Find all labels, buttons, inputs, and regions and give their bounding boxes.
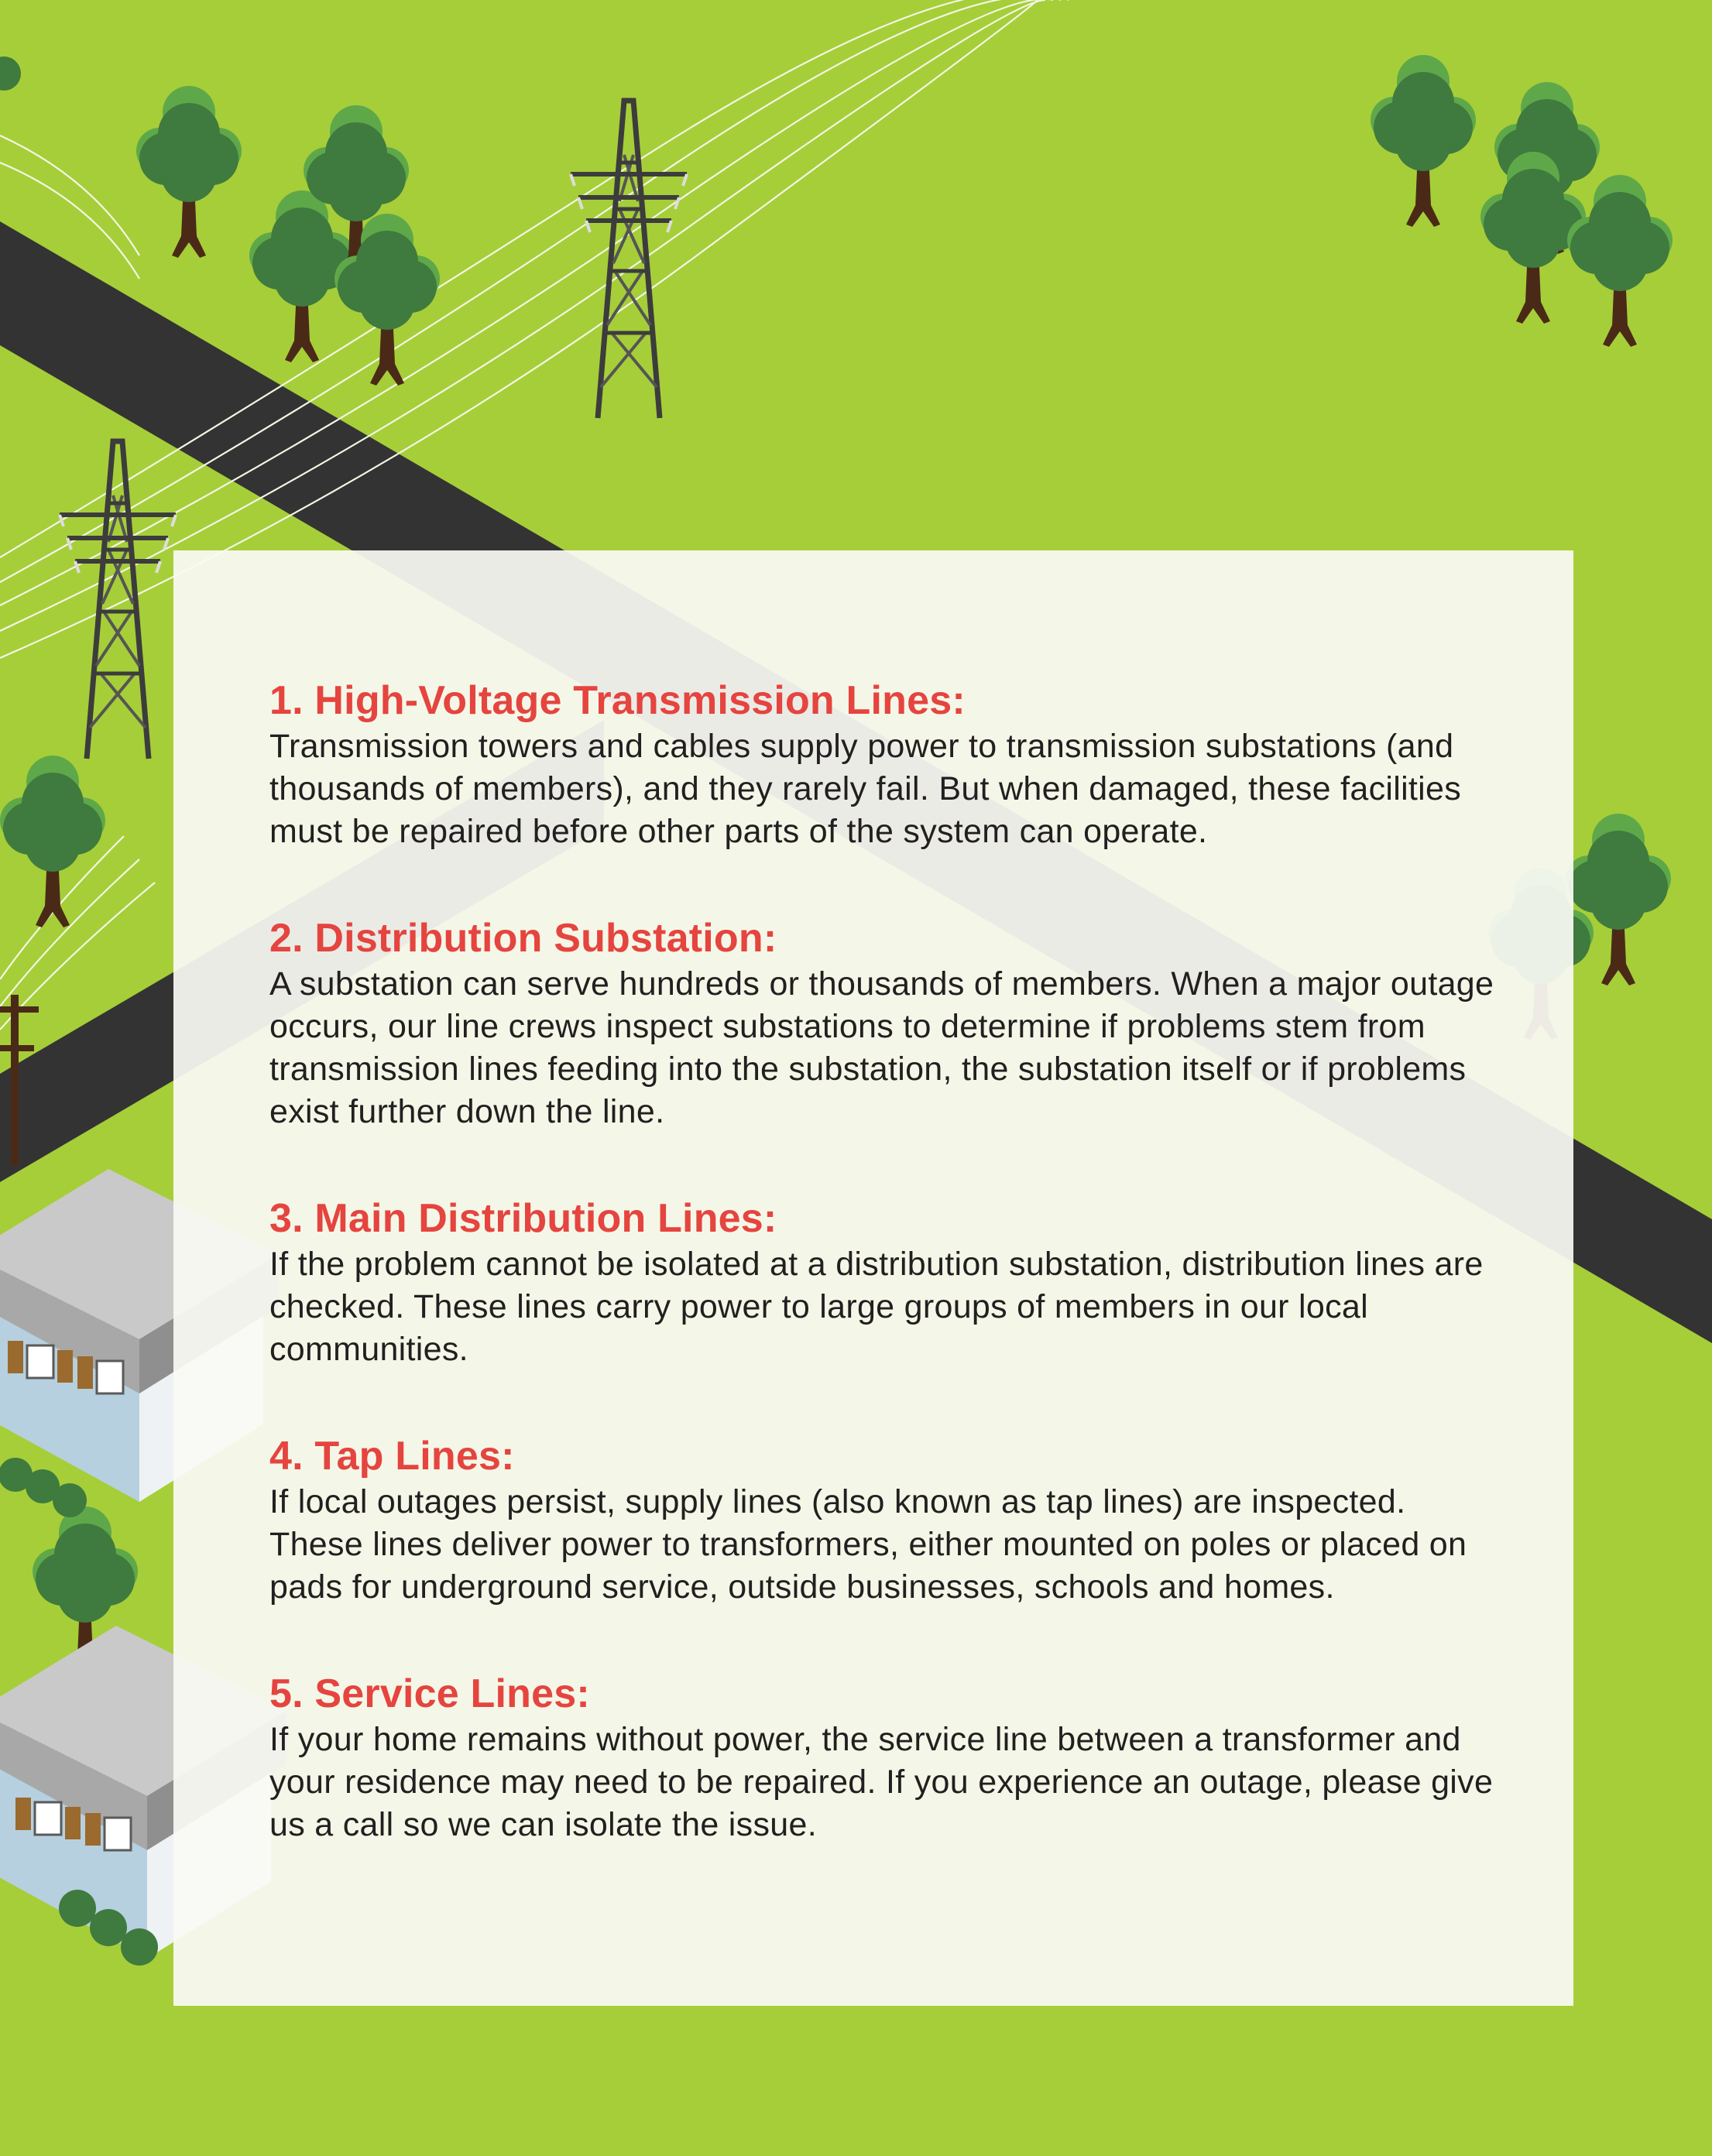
section-transmission-lines (269, 677, 1496, 853)
section-body: A substation can serve hundreds or thousands of members. When a major outage occurs, our line crews inspect substations to determine if problems stem from transmission lines feeding into the substation, the substation itself or if problems exist further down the line. (269, 965, 1494, 1130)
section-service-lines (269, 1671, 1496, 1846)
section-body: If local outages persist, supply lines (also known as tap lines) are inspected. These lines deliver power to transformers, either mounted on poles or placed on pads for underground service, outside businesses, schools and homes. (269, 1483, 1467, 1606)
content-panel (173, 550, 1573, 2006)
section-tap-lines (269, 1433, 1496, 1609)
section-body: Transmission towers and cables supply power to transmission substations (and thousands of members), and they rarely fail. But when damaged, these facilities must be repaired before other parts of the system can operate. (269, 728, 1462, 850)
section-heading: 4. Tap Lines: (269, 1434, 515, 1479)
section-distribution-substation (269, 915, 1496, 1133)
transmission-tower-icon (571, 101, 687, 418)
section-heading: 3. Main Distribution Lines: (269, 1196, 777, 1241)
section-heading: 1. High-Voltage Transmission Lines: (269, 678, 966, 723)
tree-icon (1567, 175, 1673, 347)
section-body: If the problem cannot be isolated at a distribution substation, distribution lines are checked. These lines carry power to large groups of members in our local communities. (269, 1246, 1484, 1368)
transmission-tower-icon (60, 441, 176, 759)
tree-icon (136, 86, 242, 258)
tree-icon (0, 756, 105, 927)
section-body: If your home remains without power, the service line between a transformer and your residence may need to be repaired. If you experience an outage, please give us a call so we can isolate the issue. (269, 1721, 1494, 1843)
section-heading: 5. Service Lines: (269, 1671, 590, 1716)
tree-icon (1371, 55, 1476, 227)
section-heading: 2. Distribution Substation: (269, 916, 777, 961)
section-main-distribution-lines (269, 1195, 1496, 1371)
